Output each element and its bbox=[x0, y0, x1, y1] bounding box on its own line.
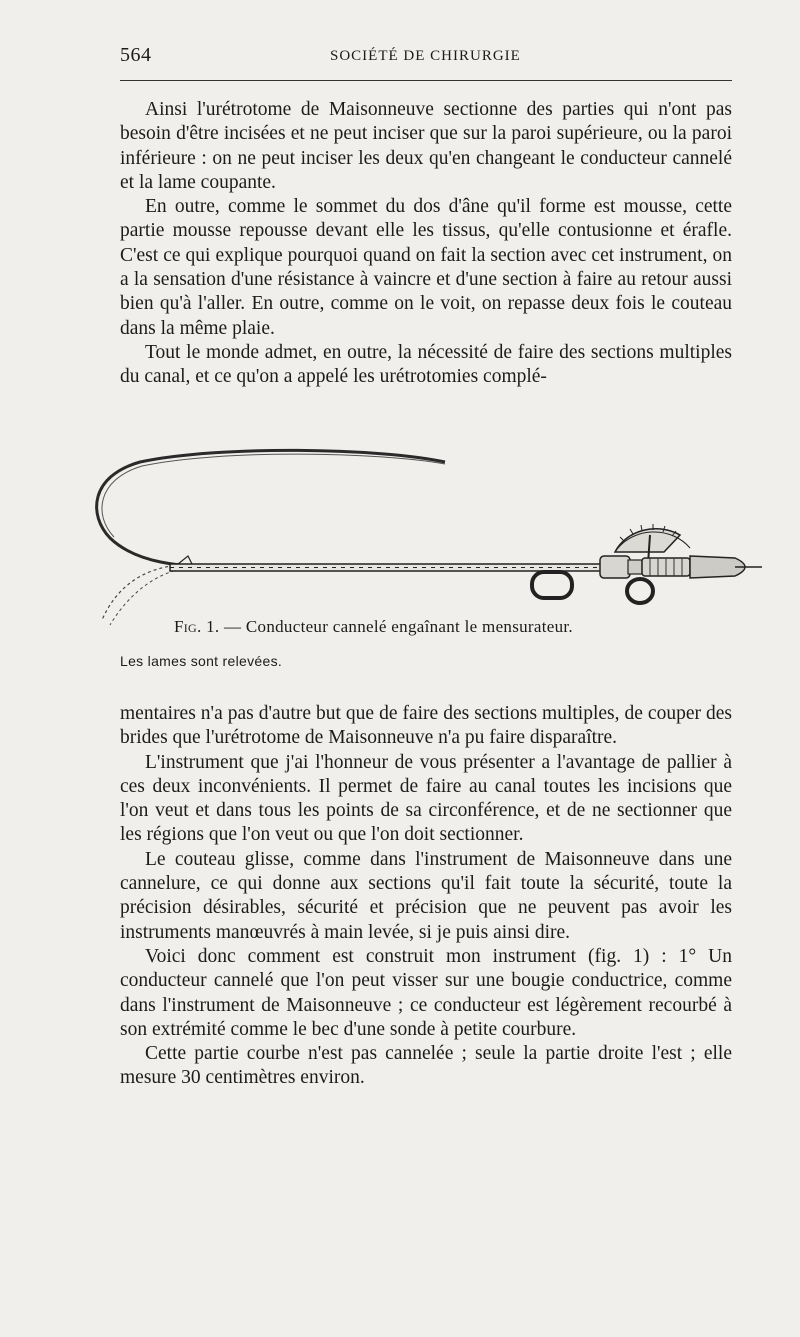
header-rule bbox=[120, 80, 732, 81]
figure-caption-text: — Conducteur cannelé engaînant le mensurateur. bbox=[224, 617, 573, 636]
paragraph: Ainsi l'urétrotome de Maisonneuve sectionne des parties qui n'ont pas besoin d'être incisées et ne peut inciser que sur la paroi supérieure, ou la paroi inférieure : on ne peut inciser les deux qu'en changeant le conducteur cannelé et la lame coupante. bbox=[120, 99, 732, 193]
figure-caption bbox=[174, 617, 573, 637]
bougie-line bbox=[97, 450, 445, 568]
instrument-figure bbox=[80, 440, 780, 640]
text-block-bottom bbox=[120, 702, 732, 1091]
paragraph: mentaires n'a pas d'autre but que de faire des sections multiples, de couper des brides que l'urétrotome de Maisonneuve n'a pu faire disparaître. bbox=[120, 703, 732, 749]
paragraph: Cette partie courbe n'est pas cannelée ; seule la partie droite l'est ; elle mesure 30 centimètres environ. bbox=[120, 1043, 732, 1089]
paragraph: En outre, comme le sommet du dos d'âne qu'il forme est mousse, cette partie mousse repousse devant elle les tissus, qu'elle contusionne et érafle. C'est ce qui explique pourquoi quand on fait la section avec cet instrument, on a la sensation d'une résistance à vaincre et d'une section à faire au retour aussi bien qu'à l'aller. En outre, comme on le voit, on repasse deux fois le couteau dans la même plaie. bbox=[120, 196, 732, 339]
paragraph: Voici donc comment est construit mon instrument (fig. 1) : 1° Un conducteur cannelé que l'on peut visser sur une bougie conductrice, comme dans l'instrument de Maisonneuve ; ce conducteur est légèrement recourbé à son extrémité comme le bec d'une sonde à petite courbure. bbox=[120, 945, 732, 1040]
urethrotome-illustration bbox=[80, 440, 780, 640]
collar bbox=[600, 556, 630, 578]
figure-label: Fig. 1. bbox=[174, 617, 220, 636]
running-title: SOCIÉTÉ DE CHIRURGIE bbox=[330, 48, 521, 64]
paragraph: Le couteau glisse, comme dans l'instrument de Maisonneuve dans une cannelure, ce qui donne aux sections qu'il fait toute la sécurité, toute la précision désirables, sécurité et précision que ne peuvent pas avoir les instruments manœuvrés à main levée, si je puis ainsi dire. bbox=[120, 848, 732, 943]
paragraph: Tout le monde admet, en outre, la nécessité de faire des sections multiples du canal, et ce qu'on a appelé les urétrotomies complé- bbox=[120, 341, 732, 388]
page-number: 564 bbox=[120, 44, 152, 66]
ring-handle-right bbox=[627, 579, 653, 603]
blade-raised bbox=[178, 556, 192, 564]
text-block-top bbox=[120, 98, 732, 390]
paragraph: L'instrument que j'ai l'honneur de vous présenter a l'avantage de pallier à ces deux inconvénients. Il permet de faire au canal toutes les incisions que l'on veut et dans tous les points de sa circonférence, et de ne sectionner que les régions que l'on veut ou que l'on doit sectionner. bbox=[120, 751, 732, 846]
ring-handle-left bbox=[532, 572, 572, 598]
figure-note: Les lames sont relevées. bbox=[120, 653, 283, 669]
bougie-line-inner bbox=[102, 454, 445, 537]
